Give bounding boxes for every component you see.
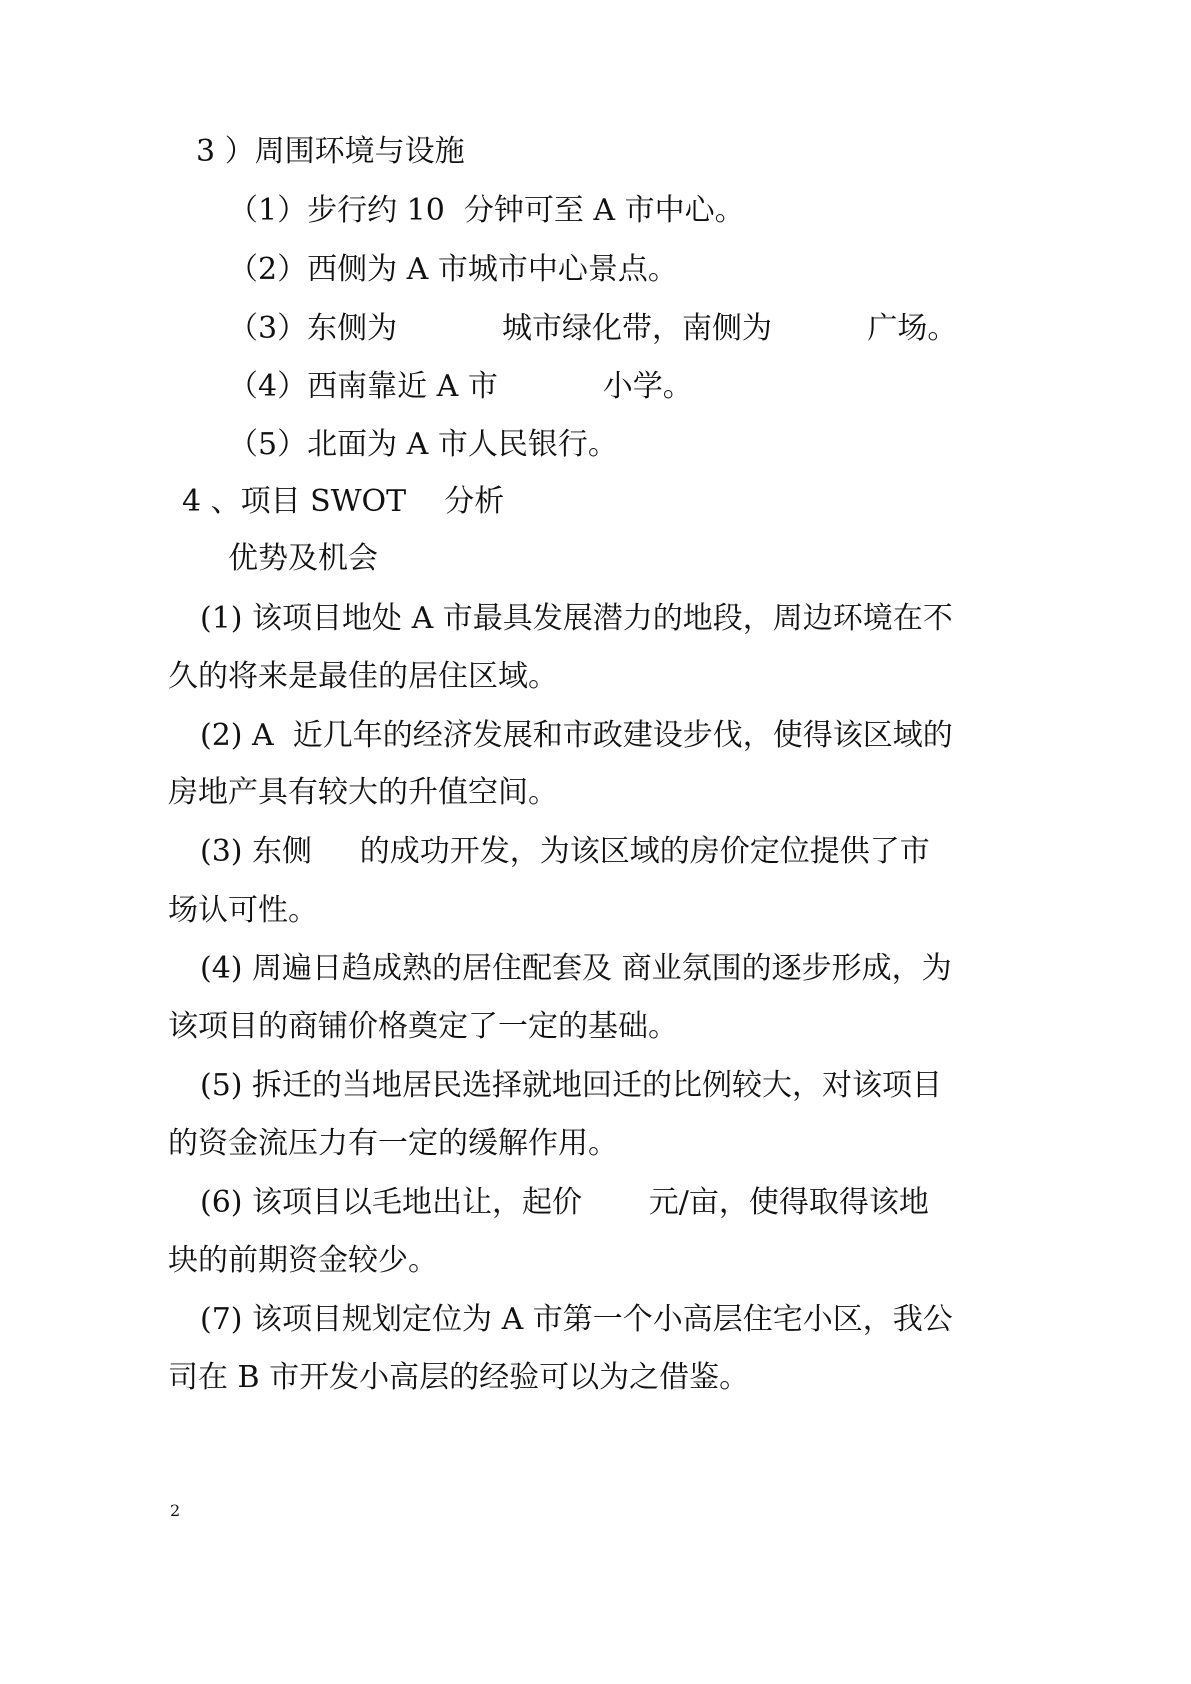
paragraph-line: 司在 B 市开发小高层的经验可以为之借鉴。 <box>168 1360 750 1395</box>
list-item: （4）西南靠近 A 市 小学。 <box>228 369 693 404</box>
paragraph-line: 的资金流压力有一定的缓解作用。 <box>168 1126 618 1161</box>
paragraph-line: (7) 该项目规划定位为 A 市第一个小高层住宅小区，我公 <box>200 1302 953 1337</box>
list-item: （2）西侧为 A 市城市中心景点。 <box>228 252 678 287</box>
page-number: 2 <box>170 1501 181 1520</box>
paragraph-line: (5) 拆迁的当地居民选择就地回迁的比例较大，对该项目 <box>200 1068 943 1103</box>
paragraph-line: (6) 该项目以毛地出让，起价 元/亩，使得取得该地 <box>200 1185 929 1220</box>
section-4-subheading: 优势及机会 <box>228 541 378 576</box>
paragraph-line: (1) 该项目地处 A 市最具发展潜力的地段，周边环境在不 <box>200 601 953 636</box>
section-3-heading: 3 ）周围环境与设施 <box>196 134 465 169</box>
paragraph-line: 该项目的商铺价格奠定了一定的基础。 <box>168 1009 678 1044</box>
paragraph-line: 久的将来是最佳的居住区域。 <box>168 659 558 694</box>
list-item: （5）北面为 A 市人民银行。 <box>228 427 618 462</box>
paragraph-line: (3) 东侧 的成功开发，为该区域的房价定位提供了市 <box>200 834 930 869</box>
paragraph-line: 块的前期资金较少。 <box>168 1243 438 1278</box>
list-item: （1）步行约 10 分钟可至 A 市中心。 <box>228 193 745 228</box>
section-4-heading: 4 、项目 SWOT 分析 <box>182 484 505 519</box>
list-item: （3）东侧为 城市绿化带，南侧为 广场。 <box>228 311 958 346</box>
paragraph-line: 场认可性。 <box>168 893 318 928</box>
paragraph-line: (2) A 近几年的经济发展和市政建设步伐，使得该区域的 <box>200 718 953 753</box>
paragraph-line: (4) 周遍日趋成熟的居住配套及 商业氛围的逐步形成，为 <box>200 951 952 986</box>
paragraph-line: 房地产具有较大的升值空间。 <box>168 775 558 810</box>
